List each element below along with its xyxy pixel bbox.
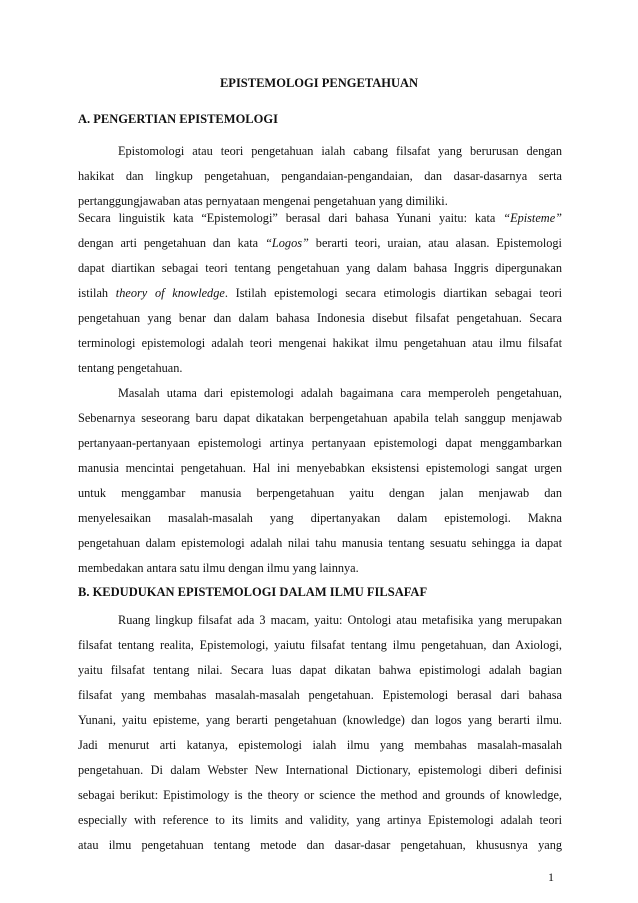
section-heading-a: A. PENGERTIAN EPISTEMOLOGI [78,112,278,126]
text-line [78,285,562,301]
text-line: menyelesaikan masalah-masalah yang dipertanyakan dalam epistemologi. Makna [78,511,562,525]
text-run: Secara linguistik kata “Epistemologi” berasal dari bahasa Yunani yaitu: kata [78,211,504,225]
text-line: Jadi menurut arti katanya, epistemologi ialah ilmu yang membahas masalah-masalah [78,738,562,752]
text-line: manusia mencintai pengetahuan. Hal ini menyebabkan eksistensi epistemologi sangat urgen [78,461,562,475]
text-line: Yunani, yaitu episteme, yang berarti pengetahuan (knowledge) dan logos yang berarti ilmu. [78,713,562,727]
text-line: Sebenarnya seseorang baru dapat dikatakan berpengetahuan apabila telah sanggup menjawab [78,411,562,425]
section-heading-b: B. KEDUDUKAN EPISTEMOLOGI DALAM ILMU FILSAFAF [78,585,428,599]
text-line: pengetahuan yang benar dan dalam bahasa Indonesia disebut filsafat pengetahuan. Secara [78,311,562,325]
text-run: istilah [78,286,116,300]
text-line: Ruang lingkup filsafat ada 3 macam, yaitu: Ontologi atau metafisika yang merupakan [118,613,562,627]
italic-term: “Episteme” [503,211,562,225]
text-line: pertanyaan-pertanyaan epistemologi artinya pertanyaan epistemologi dapat menggambarkan [78,436,562,450]
text-line: hakikat dan lingkup pengetahuan, pengandaian-pengandaian, dan dasar-dasarnya serta [78,169,562,183]
text-line: Epistomologi atau teori pengetahuan ialah cabang filsafat yang berurusan dengan [118,144,562,158]
text-run: dengan arti pengetahuan dan kata [78,236,266,250]
italic-term: “Logos” [265,236,309,250]
text-line: dapat diartikan sebagai teori tentang pengetahuan yang dalam bahasa Inggris dipergunakan [78,261,562,275]
text-line: terminologi epistemologi adalah teori mengenai hakikat ilmu pengetahuan atau ilmu filsafat [78,336,562,350]
text-line: especially with reference to its limits and validity, yang artinya Epistemologi adalah teori [78,813,562,827]
text-run: . Istilah epistemologi secara etimologis diartikan sebagai teori [224,286,563,300]
text-line: membedakan antara satu ilmu dengan ilmu yang lainnya. [78,561,359,575]
text-line: filsafat tentang realita, Epistemologi, yaiutu filsafat tentang ilmu pengetahuan, dan Axiologi, [78,638,562,652]
text-line: tentang pengetahuan. [78,361,183,375]
text-line [78,210,562,226]
text-line [78,235,562,251]
text-line: atau ilmu pengetahuan tentang metode dan dasar-dasar pengetahuan, khususnya yang [78,838,562,852]
text-line: pengetahuan. Di dalam Webster New International Dictionary, epistemologi diberi definisi [78,763,562,777]
italic-term: theory of knowledge [115,286,225,300]
text-line: filsafat yang membahas masalah-masalah pengetahuan. Epistemologi berasal dari bahasa [78,688,562,702]
text-run: berarti teori, uraian, atau alasan. Epistemologi [308,236,562,250]
text-line: yaitu filsafat tentang nilai. Secara luas dapat dikatan bahwa epistimologi adalah bagian [78,663,562,677]
text-line: sebagai berikut: Epistimology is the theory or science the method and grounds of knowledge, [78,788,562,802]
text-line: Masalah utama dari epistemologi adalah bagaimana cara memperoleh pengetahuan, [118,386,562,400]
page-number: 1 [548,870,554,884]
text-line: untuk menggambar manusia berpengetahuan yaitu dengan jalan menjawab dan [78,486,562,500]
document-title: EPISTEMOLOGI PENGETAHUAN [219,76,419,90]
text-line: pertanggungjawaban atas pernyataan mengenai pengetahuan yang dimiliki. [78,194,448,208]
text-line: pengetahuan dalam epistemologi adalah nilai tahu manusia tentang sesuatu sehingga ia dapat [78,536,562,550]
